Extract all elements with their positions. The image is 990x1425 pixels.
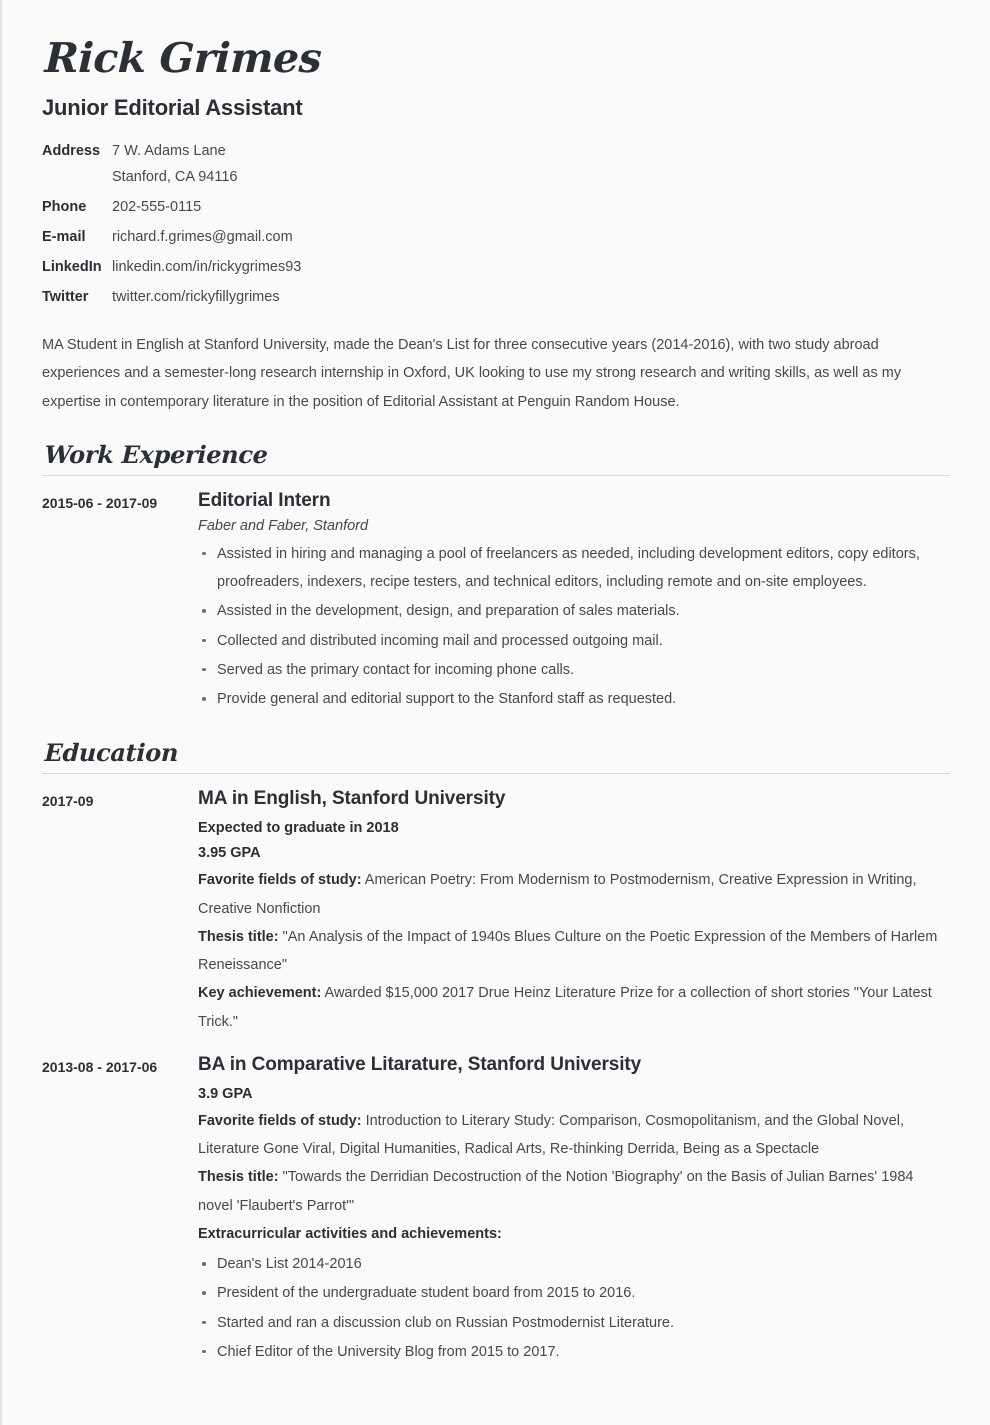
entry-detail	[198, 979, 950, 1036]
entry-detail-label: Thesis title:	[198, 1169, 279, 1186]
entry-body	[198, 1054, 950, 1367]
entry-highlight: 3.95 GPA	[198, 845, 261, 862]
contact-value: Stanford, CA 94116	[112, 169, 238, 185]
contact-value: 202-555-0115	[112, 199, 202, 215]
entry-dates: 2015-06 - 2017-09	[42, 494, 158, 511]
contact-row	[42, 143, 950, 159]
contact-label: E-mail	[42, 229, 86, 245]
entry-detail-label: Key achievement:	[198, 985, 322, 1002]
entry-detail-label: Favorite fields of study:	[198, 1112, 362, 1129]
contact-label: Phone	[42, 199, 87, 215]
education-heading: Education	[44, 738, 179, 768]
entry-detail	[198, 866, 950, 923]
entry-detail-label: Extracurricular activities and achievements:	[198, 1225, 502, 1242]
section-divider	[42, 475, 950, 476]
entry-detail	[198, 1163, 950, 1220]
candidate-job-title: Junior Editorial Assistant	[42, 95, 303, 120]
contact-row	[42, 229, 950, 245]
contact-details	[42, 143, 950, 305]
entry-subtitle: Faber and Faber, Stanford	[198, 517, 369, 534]
education-entry	[42, 1054, 950, 1367]
work-experience-entry	[42, 490, 950, 715]
entry-title: BA in Comparative Litarature, Stanford University	[198, 1053, 642, 1075]
work-experience-entries	[42, 490, 950, 715]
education-entries	[42, 788, 950, 1367]
entry-title: MA in English, Stanford University	[198, 788, 506, 810]
entry-detail-value: American Poetry: From Modernism to Postmodernism, Creative Expression in Writing, Creative Nonfiction	[198, 872, 917, 917]
contact-value: 7 W. Adams Lane	[112, 143, 226, 159]
work-experience-section	[42, 440, 950, 715]
list-item: Assisted in hiring and managing a pool of freelancers as needed, including development editors, copy editors, proofreaders, indexers, recipe testers, and technical editors, including remote and on-site employees.	[198, 540, 950, 597]
entry-detail-label: Thesis title:	[198, 928, 279, 945]
contact-label: LinkedIn	[42, 259, 102, 275]
entry-detail-label: Favorite fields of study:	[198, 872, 362, 889]
work-experience-heading: Work Experience	[44, 439, 269, 469]
contact-row	[42, 169, 950, 185]
entry-detail	[198, 1220, 950, 1248]
list-item: Collected and distributed incoming mail and processed outgoing mail.	[198, 627, 950, 655]
contact-value: twitter.com/rickyfillygrimes	[112, 289, 280, 305]
contact-row	[42, 289, 950, 305]
education-entry	[42, 788, 950, 1035]
list-item: Started and ran a discussion club on Russian Postmodernist Literature.	[198, 1309, 950, 1337]
entry-detail-value: Awarded $15,000 2017 Drue Heinz Literature Prize for a collection of short stories "Your Latest Trick."	[198, 985, 932, 1030]
list-item: Served as the primary contact for incoming phone calls.	[198, 656, 950, 684]
list-item: Chief Editor of the University Blog from 2015 to 2017.	[198, 1338, 950, 1366]
entry-body	[198, 788, 950, 1035]
entry-detail	[198, 1107, 950, 1164]
bullet-list	[198, 1250, 950, 1366]
entry-highlight: 3.9 GPA	[198, 1085, 253, 1102]
bullet-list	[198, 540, 950, 714]
list-item: Assisted in the development, design, and preparation of sales materials.	[198, 597, 950, 625]
contact-value: richard.f.grimes@gmail.com	[112, 229, 293, 245]
contact-row	[42, 259, 950, 275]
entry-detail-value: "Towards the Derridian Decostruction of the Notion 'Biography' on the Basis of Julian Barnes' 1984 novel 'Flaubert's Parrot'"	[198, 1169, 914, 1214]
entry-dates: 2017-09	[42, 793, 94, 810]
contact-value: linkedin.com/in/rickygrimes93	[112, 259, 302, 275]
entry-dates: 2013-08 - 2017-06	[42, 1058, 158, 1075]
list-item: President of the undergraduate student board from 2015 to 2016.	[198, 1279, 950, 1307]
entry-title: Editorial Intern	[198, 489, 331, 511]
professional-summary: MA Student in English at Stanford University, made the Dean's List for three consecutive years (2014-2016), with two study abroad experiences and a semester-long research internship in Oxford, UK looking to use my strong research and writing skills, as well as my expertise in contemporary literature in the position of Editorial Assistant at Penguin Random House.	[42, 337, 902, 410]
education-section	[42, 738, 950, 1367]
entry-detail-value: "An Analysis of the Impact of 1940s Blues Culture on the Poetic Expression of the Members of Harlem Reneissance"	[198, 928, 938, 974]
contact-row	[42, 199, 950, 215]
list-item: Provide general and editorial support to the Stanford staff as requested.	[198, 685, 950, 713]
list-item: Dean's List 2014-2016	[198, 1250, 950, 1278]
entry-body	[198, 490, 950, 715]
section-divider	[42, 773, 950, 774]
entry-detail	[198, 923, 950, 980]
candidate-name: Rick Grimes	[43, 34, 323, 82]
contact-label: Twitter	[42, 289, 89, 305]
entry-highlight: Expected to graduate in 2018	[198, 820, 399, 837]
entry-detail-value: Introduction to Literary Study: Comparison, Cosmopolitanism, and the Global Novel, Literature Gone Viral, Digital Humanities, Radical Arts, Re-thinking Derrida, Being as a Spectacle	[198, 1112, 904, 1158]
contact-label: Address	[42, 143, 101, 159]
